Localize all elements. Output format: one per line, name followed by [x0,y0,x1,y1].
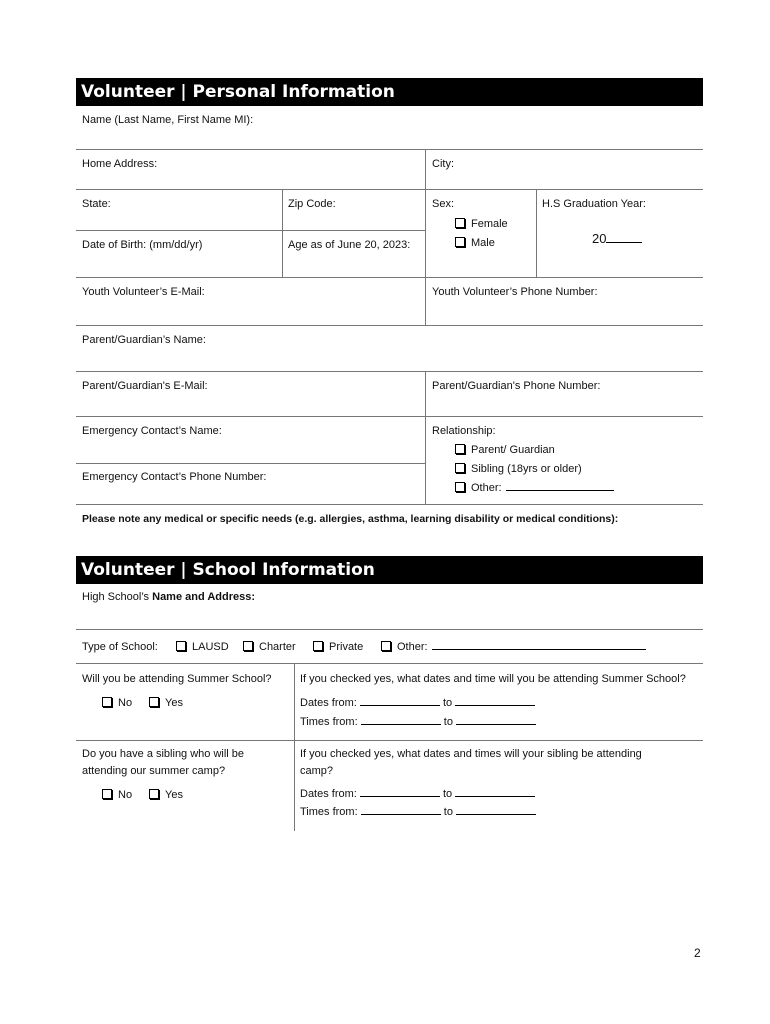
sibling-no-option[interactable]: No [102,788,132,801]
divider [425,189,426,326]
summer-dates-row: Dates from: to [300,697,535,709]
school-type-other[interactable]: Other: [381,640,646,653]
other-school-blank[interactable] [432,649,646,650]
school-info-header: Volunteer | School Information [76,556,703,584]
age-label: Age as of June 20, 2023: [288,239,411,251]
grad-year-blank [606,242,642,243]
summer-dates-end-blank[interactable] [455,705,535,706]
summer-dates-start-blank[interactable] [360,705,440,706]
divider [294,663,295,831]
emergency-phone-label: Emergency Contact’s Phone Number: [82,471,267,483]
school-type-charter[interactable]: Charter [243,640,296,653]
divider [425,149,426,190]
dob-label: Date of Birth: (mm/dd/yr) [82,239,203,251]
checkbox-icon[interactable] [102,789,112,799]
divider [76,463,426,464]
divider [76,277,703,278]
divider [282,189,283,277]
checkbox-icon[interactable] [455,237,465,247]
summer-times-end-blank[interactable] [456,724,536,725]
sibling-yes-option[interactable]: Yes [149,788,183,801]
divider [536,189,537,277]
divider [76,740,703,741]
grad-year-field[interactable]: 20 [592,231,642,246]
divider [76,149,703,150]
divider [76,371,703,372]
relationship-option-other[interactable]: Other: [455,481,614,494]
checkbox-icon[interactable] [149,697,159,707]
relationship-label: Relationship: [432,425,496,437]
school-type-label: Type of School: [82,641,158,653]
city-label: City: [432,158,454,170]
guardian-email-label: Parent/Guardian's E-Mail: [82,380,208,392]
email-label: Youth Volunteer’s E-Mail: [82,286,205,298]
checkbox-icon[interactable] [455,463,465,473]
checkbox-icon[interactable] [455,444,465,454]
grad-year-label: H.S Graduation Year: [542,198,646,210]
guardian-name-label: Parent/Guardian’s Name: [82,334,206,346]
summer-yes-option[interactable]: Yes [149,696,183,709]
summer-times-start-blank[interactable] [361,724,441,725]
emergency-name-label: Emergency Contact’s Name: [82,425,222,437]
divider [76,504,703,505]
checkbox-icon[interactable] [102,697,112,707]
checkbox-icon[interactable] [381,641,391,651]
sibling-followup-line2: camp? [300,765,334,777]
summer-school-followup: If you checked yes, what dates and time will you be attending Summer School? [300,673,686,685]
divider [76,325,703,326]
zip-label: Zip Code: [288,198,336,210]
checkbox-icon[interactable] [243,641,253,651]
checkbox-icon[interactable] [313,641,323,651]
summer-no-option[interactable]: No [102,696,132,709]
high-school-label: High School’s Name and Address: [82,591,256,603]
sex-label: Sex: [432,198,455,210]
sibling-times-row: Times from: to [300,806,536,818]
home-address-label: Home Address: [82,158,158,170]
divider [76,663,703,664]
guardian-phone-label: Parent/Guardian's Phone Number: [432,380,601,392]
sibling-question-line2: attending our summer camp? [82,765,226,777]
other-relationship-blank[interactable] [506,490,614,491]
sibling-dates-start-blank[interactable] [360,796,440,797]
sibling-times-end-blank[interactable] [456,814,536,815]
page-number: 2 [694,946,701,960]
name-label: Name (Last Name, First Name MI): [82,114,254,126]
sibling-dates-row: Dates from: to [300,788,535,800]
sibling-dates-end-blank[interactable] [455,796,535,797]
state-label: State: [82,198,111,210]
summer-times-row: Times from: to [300,716,536,728]
sex-option-female[interactable]: Female [455,217,508,230]
divider [76,629,703,630]
sex-option-male[interactable]: Male [455,236,495,249]
school-type-lausd[interactable]: LAUSD [176,640,229,653]
divider [76,189,703,190]
divider [76,416,703,417]
sibling-question-line1: Do you have a sibling who will be [82,748,245,760]
sibling-followup-line1: If you checked yes, what dates and times will your sibling be attending [300,748,642,760]
relationship-option-sibling[interactable]: Sibling (18yrs or older) [455,462,582,475]
personal-info-header: Volunteer | Personal Information [76,78,703,106]
divider [425,371,426,504]
checkbox-icon[interactable] [455,482,465,492]
sibling-times-start-blank[interactable] [361,814,441,815]
divider [76,230,426,231]
medical-note: Please note any medical or specific needs (e.g. allergies, asthma, learning disability or medical conditions): [82,513,619,525]
school-type-private[interactable]: Private [313,640,363,653]
relationship-option-parent[interactable]: Parent/ Guardian [455,443,555,456]
checkbox-icon[interactable] [455,218,465,228]
checkbox-icon[interactable] [149,789,159,799]
checkbox-icon[interactable] [176,641,186,651]
summer-school-question: Will you be attending Summer School? [82,673,272,685]
phone-label: Youth Volunteer’s Phone Number: [432,286,598,298]
